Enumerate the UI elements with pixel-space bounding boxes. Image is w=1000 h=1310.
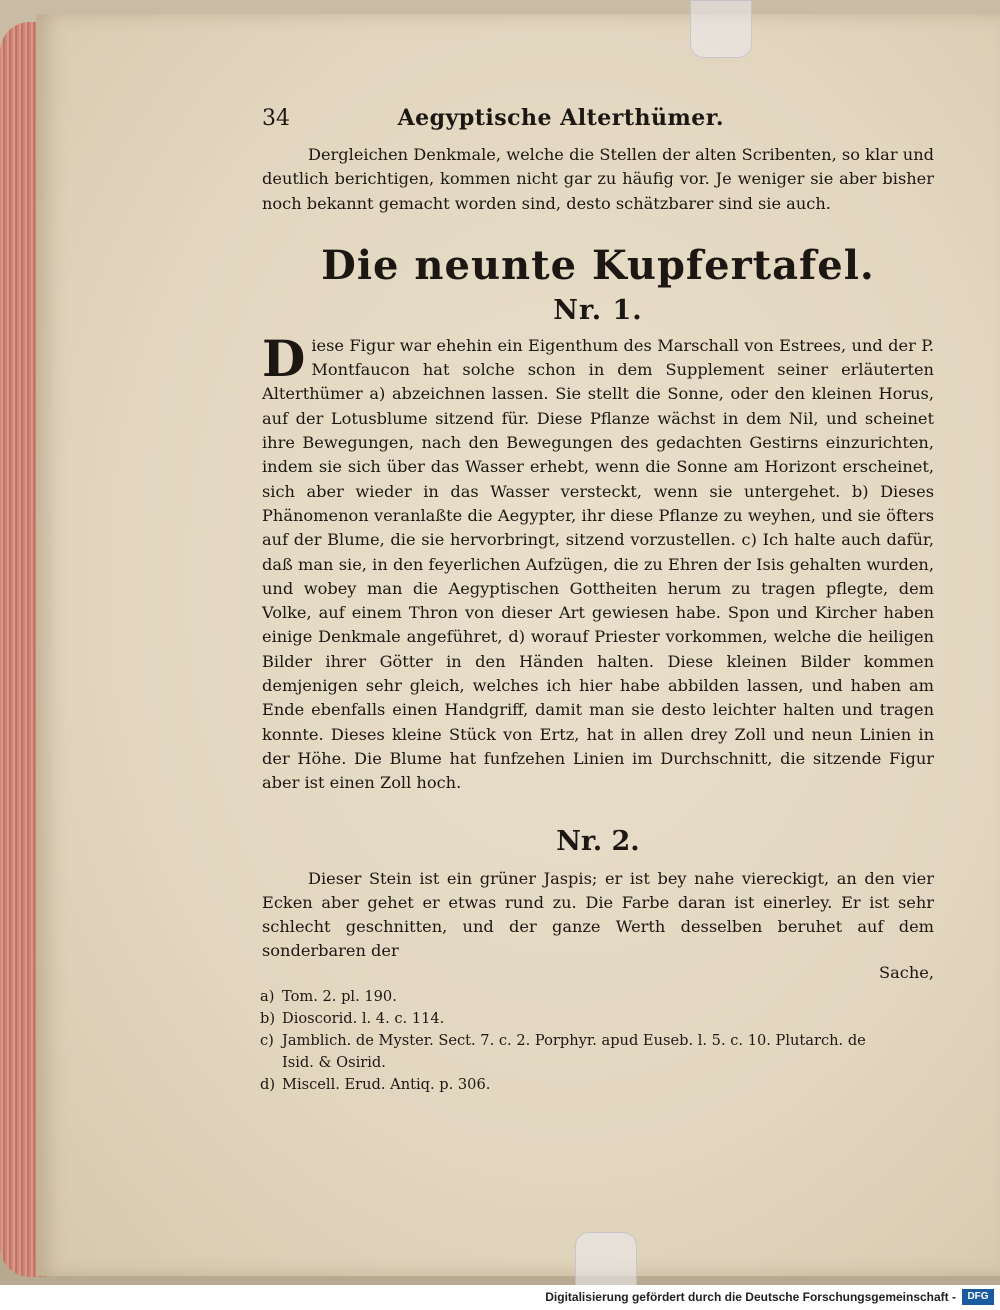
- footnote-label: c): [260, 1031, 274, 1049]
- footnote-d: [260, 1074, 934, 1096]
- footer-credit: Digitalisierung gefördert durch die Deutsche Forschungsgemeinschaft -: [545, 1290, 956, 1304]
- dfg-logo: DFG: [962, 1289, 994, 1305]
- section1-text: iese Figur war ehehin ein Eigenthum des Marschall von Estrees, und der P. Montfaucon hat solche schon in dem Supplement seiner erläuterten Alterthümer a) abzeichnen lassen. Sie stellt die Sonne, oder den kleinen Horus, auf der Lotusblume sitzend für. Diese Pflanze wächst in dem Nil, und scheinet ihre Bewegungen, nach den Bewegungen des gedachten Gestirns einzurichten, indem sie sich über das Wasser erhebt, wenn die Sonne am Horizont erscheinet, sich aber wieder in das Wasser versteckt, wenn sie untergehet. b) Dieses Phänomenon veranlaßte die Aegypter, ihr diese Pflanze zu weyhen, und sie öfters auf der Blume, die sie hervorbringt, sitzend vorzustellen. c) Ich halte auch dafür, daß man sie, in den feyerlichen Aufzügen, die zu Ehren der Isis gehalten wurden, und wobey man die Aegyptischen Gottheiten herum zu tragen pflegte, dem Volke, auf einem Thron von dieser Art gewiesen habe. Spon und Kircher haben einige Denkmale angeführet, d) worauf Priester vorkommen, welche die heiligen Bilder ihrer Götter in den Händen halten. Diese kleinen Bilder kommen demjenigen sehr gleich, welches ich hier habe abbilden lassen, und haben am Ende ebenfalls einen Handgriff, damit man sie desto leichter halten und tragen konnte. Dieses kleine Stück von Ertz, hat in allen drey Zoll und neun Linien in der Höhe. Die Blume hat funfzehen Linien im Durchschnitt, die sitzende Figur aber ist einen Zoll hoch.: [262, 335, 934, 793]
- footnote-text: Tom. 2. pl. 190.: [282, 987, 397, 1005]
- footnote-text: Isid. & Osirid.: [282, 1053, 386, 1071]
- footnote-text: Jamblich. de Myster. Sect. 7. c. 2. Porphyr. apud Euseb. l. 5. c. 10. Plutarch. de: [282, 1031, 866, 1049]
- footnotes: [262, 986, 934, 1096]
- footnote-label: b): [260, 1009, 276, 1027]
- page-number: 34: [262, 106, 290, 131]
- footnote-text: Dioscorid. l. 4. c. 114.: [282, 1009, 445, 1027]
- section2-paragraph: Dieser Stein ist ein grüner Jaspis; er ist bey nahe viereckigt, an den vier Ecken aber gehet er etwas rund zu. Die Farbe daran ist einerley. Er ist sehr schlecht geschnitten, und der ganze Werth desselben beruhet auf dem sonderbaren der: [262, 868, 934, 961]
- drop-cap: D: [262, 328, 306, 388]
- intro-paragraph: Dergleichen Denkmale, welche die Stellen der alten Scribenten, so klar und deutlich berichtigen, kommen nicht gar zu häufig vor. Je weniger sie aber bisher noch bekannt gemacht worden sind, desto schätzbarer sind sie auch.: [262, 145, 934, 213]
- running-title: Aegyptische Alterthümer.: [397, 105, 724, 131]
- section1-heading: Nr. 1.: [553, 294, 643, 326]
- footer-bar: [0, 1285, 1000, 1310]
- page-text-block: [262, 105, 934, 1096]
- section2-heading: Nr. 2.: [556, 825, 640, 857]
- footnote-c-cont: [282, 1052, 934, 1074]
- footnote-c: [260, 1030, 934, 1052]
- footnote-label: d): [260, 1075, 276, 1093]
- footnote-a: [260, 986, 934, 1008]
- page-clip-top: [690, 0, 752, 58]
- section1-paragraph: [262, 328, 934, 796]
- footnote-b: [260, 1008, 934, 1030]
- page-clip-bottom: [575, 1232, 637, 1290]
- running-head: [262, 105, 934, 139]
- plate-heading: Die neunte Kupfertafel.: [321, 241, 875, 289]
- catchword: Sache,: [879, 962, 934, 982]
- footnote-text: Miscell. Erud. Antiq. p. 306.: [282, 1075, 491, 1093]
- footnote-label: a): [260, 987, 275, 1005]
